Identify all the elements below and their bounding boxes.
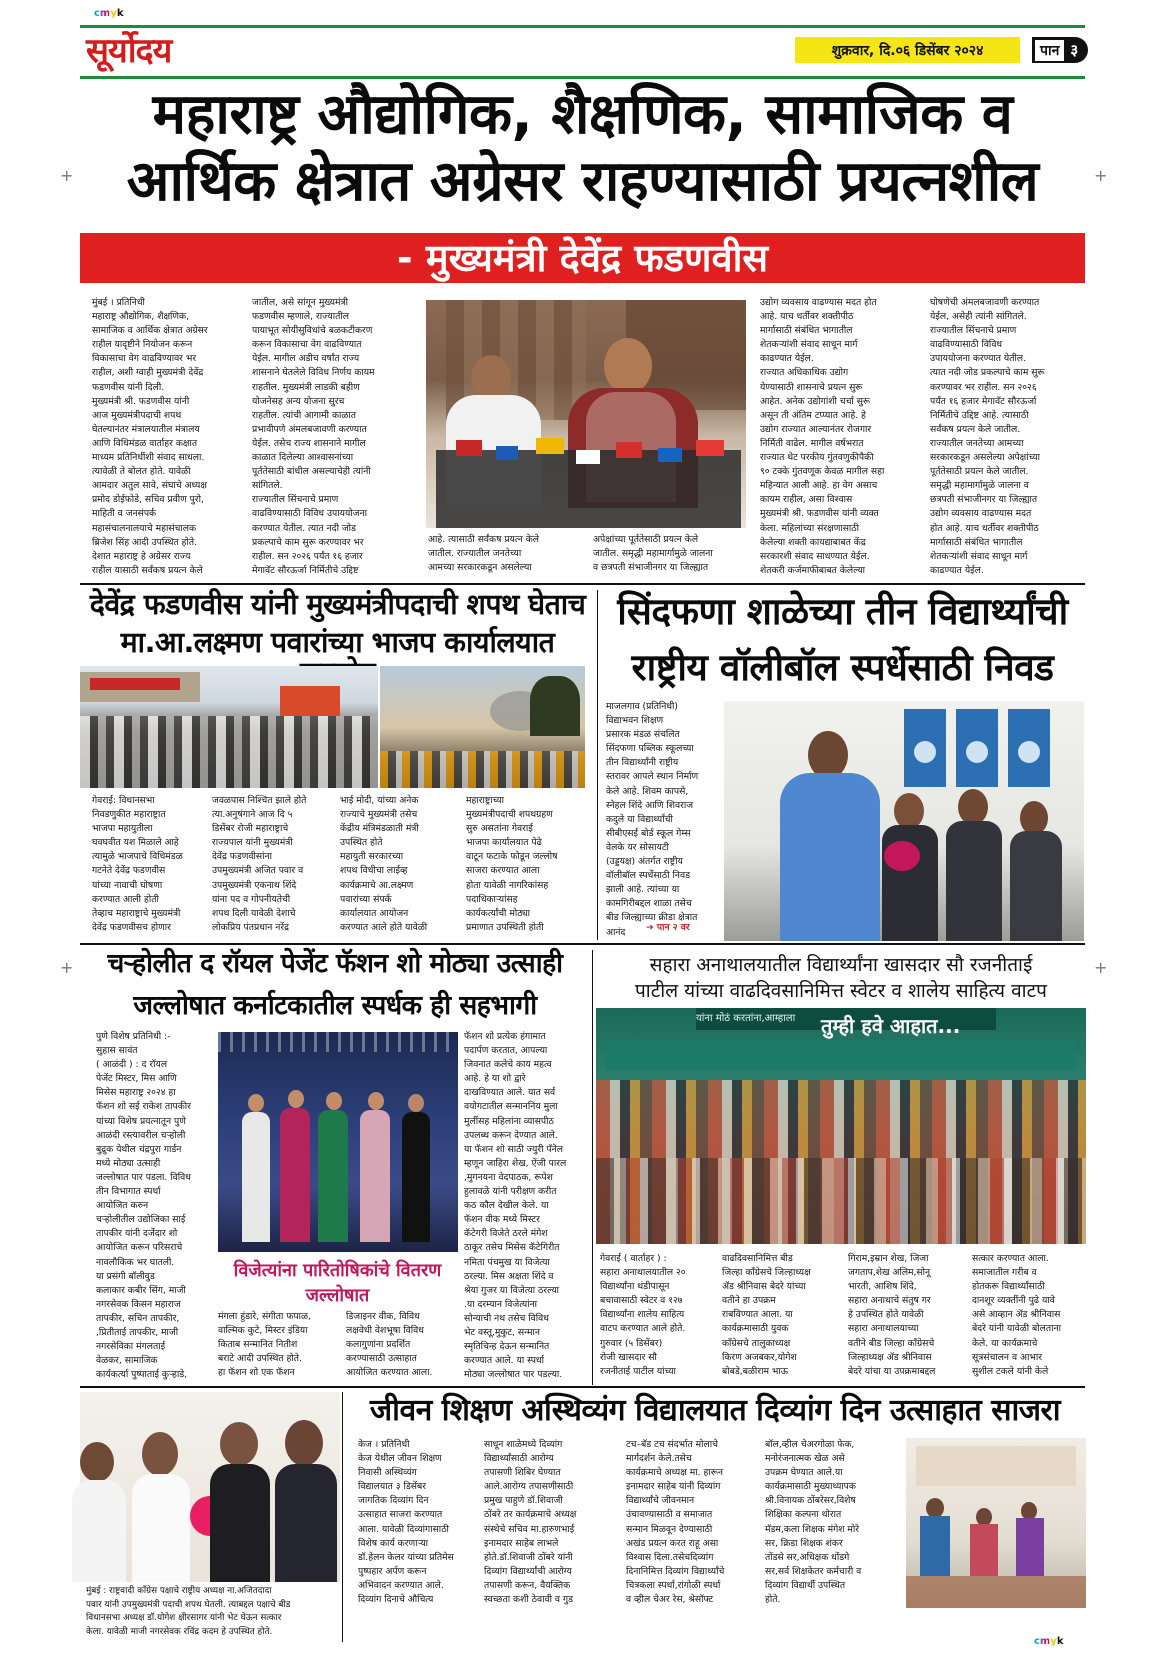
print-color-mark-bottom: cmyk: [1034, 1636, 1064, 1647]
story1-column-1: मुंबई । प्रतिनिधी महाराष्ट्र औद्योगिक, शैक्षणिक, सामाजिक व आर्थिक क्षेत्रात अग्रेसर राहील यादृष्टीने नियोजन करून विकासाचा वेग वाढविण्यावर भर राहील, अशी ग्वाही मुख्यमंत्री देवेंद्र फडणवीस यांनी दिली. मुख्यमंत्री श्री. फडणवीस यांनी आज मुख्यमंत्रीपदाची शपथ घेतल्यानंतर मंत्रालयातील मंत्रालय आणि विधिमंडळ वार्ताहर कक्षात माध्यम प्रतिनिधींशी संवाद साधला. त्यावेळी ते बोलत होते. यावेळी आमदार अतुल सावे, संघाचे अध्यक्ष प्रमोद डोईफोडे, सचिव प्रवीण पुरो, माहिती व जनसंपर्क महासंचालनालयाचे महासंचालक ब्रिजेश सिंह आदी उपस्थित होते. देशात महाराष्ट्र हे अग्रेसर राज्य राहील यासाठी सर्वंकष प्रयत्न केले: [92, 297, 208, 576]
story1-headline-line2: आर्थिक क्षेत्रात अग्रेसर राहण्यासाठी प्रयत्नशील: [126, 149, 1039, 214]
story4-column-1: पुणे विशेष प्रतिनिधी :- सुहास सावंत ( आळंदी ) : द रॉयल पेजेंट मिस्टर, मिस आणि मिसेस महाराष्ट्र २०२४ हा फॅशन शो सई राकेश तापकीर यांच्या विशेष प्रयत्नातून पुणे आळंदी रस्त्यावरील चऱ्होली बुद्रुक येथील चंद्रपुरा गार्डन मध्ये मोठ्या उत्साही जल्लोषात पार पडला. विविध तीन विभागात स्पर्धा आयोजित करुन चऱ्होलीतील उद्योजिका साई तापकीर यांनी दर्जेदार शो आयोजित करून परिसराचे नावलौकिक भर घातली. या प्रसंगी बॉलीवुड कलाकार कबीर सिंग, माजी नगरसेवक किसन महाराज तापकीर, सचिन तापकीर, ,प्रितीताई तापकीर, माजी नगरसेविका मंगलताई वेळकर, सामाजिक कार्यकर्त्या पुष्पाताई कुऱ्हाडे,: [96, 1031, 191, 1381]
story3-photo-students-felicitation: [724, 701, 1084, 941]
story3-headline-line2: राष्ट्रीय वॉलीबॉल स्पर्धेसाठी निवड: [631, 646, 1054, 689]
story1-column-2: जातील, असे सांगून मुख्यमंत्री फडणवीस म्हणाले, राज्यातील पायाभूत सोयीसुविधांचे बळकटीकरण करून विकासाचा वेग वाढविण्यात येईल. मागील अडीच वर्षांत राज्य शासनाने घेतलेले विविध निर्णय कायम राहतील. मुख्यमंत्री लाडकी बहीण योजनेसह अन्य योजना सुरच राहतील. त्यांची आगामी काळात प्रभावीपणे अंमलबजावणी करण्यात येईल. तसेच राज्य शासनाने मागील काळात दिलेल्या आश्वासनांच्या पूर्ततेसाठी बांधील असल्याचेही त्यांनी सांगितले. राज्यातील सिंचनाचे प्रमाण वाढविण्यासाठी विविध उपाययोजना करण्यात येतील. त्यात नदी जोड प्रकल्पाचे काम सुरू करण्यावर भर राहील. सन २०२६ पर्यंत १६ हजार मेगावॅट सौरऊर्जा निर्मितीचे उद्दिष्ट: [252, 297, 375, 576]
story4-column-2: फॅशन शो प्रत्येक हंगामात पदार्पण करतात, आपल्या जिवनात कलेचे काय महत्व आहे. हे या शो द्वारे दाखविण्यात आले. यात सर्व वयोगटातील सन्माननिय मुला मुलींसह महिलांना व्यासपीठ उपलब्ध करून देण्यात आले. या फॅशन शो साठी ज्युरी पॅनेल म्हणून जाहिरा शेख, ऐंजी पारल ,मुगनयना वेदपाठक, रूपेश हुलावळे यांनी परीक्षण करीत कठ कौल देखील केले. या फॅशन वीक मध्ये मिस्टर कॅटेगरी विजेते ठरले मंगेश ठाकूर तसेच मिसेस कॅटेगिरीत नमिता पंचमुख या विजेत्या ठरल्या. मिस अक्षता शिंदे व श्रेया गुजर या विजेत्या ठरल्या .या दरम्यान विजेत्यांना सोन्याची नथ तसेच विविध भेट वस्तू,मुकुट, सन्मान स्मृतिचिन्ह देऊन सन्मानित करण्यात आले. या स्पर्धा मोठ्या जल्लोषात पार पडल्या.: [464, 1031, 567, 1381]
story6-photo-classroom: [906, 1438, 1086, 1608]
story3-continued-text: पान २ वर: [656, 922, 690, 933]
divider-3: [80, 1386, 1085, 1388]
story5-banner-slogan: तुम्ही हवे आहात...: [821, 1014, 961, 1038]
story4-photo-fashion-show-winners: [218, 1032, 458, 1252]
divider-2: [80, 943, 1085, 945]
page-number-badge: [1032, 37, 1088, 63]
masthead-date: शुक्रवार, दि.०६ डिसेंबर २०२४: [795, 37, 1020, 63]
story4-headline-line2: जल्लोषात कर्नाटकातील स्पर्धक ही सहभागी: [133, 990, 537, 1021]
column-divider-story4: [592, 950, 593, 1385]
story6-column-1: केज । प्रतिनिधी केज येथील जीवन शिक्षण निवासी अस्थिव्यंग विद्यालयात ३ डिसेंबर जागतिक दिव्यांग दिन उत्साहात साजरा करण्यात आला. यावेळी दिव्यांगासाठी विशेष कार्य करणाऱ्या डॉ.हेलन केलर यांच्या प्रतिमेस पुष्पहार अर्पण करून अभिवादन करण्यात आले. दिव्यांग दिनाचे औचित्य: [358, 1439, 454, 1606]
story6-column-3: टच–बॅड टच संदर्भात मोलाचे मार्गदर्शन केले.तसेच कार्यक्रमाचे अध्यक्ष मा. हारून इनामदार साहेब यांनी दिव्यांग विद्यार्थ्यांचे जीवनमान उंचावण्यासाठी व समाजात सन्मान मिळवून देण्यासाठी अखंड प्रयत्न करत राहू असा विश्वास दिला.तसेचदिव्यांग दिनानिमित्त दिव्यांग विद्यार्थ्यांचे चित्रकला स्पर्धा,रांगोळी स्पर्धा व व्हील चेअर रेस, श्रेसॉफ्ट: [626, 1439, 725, 1606]
story3-body: माजलगाव (प्रतिनिधी) विद्याभवन शिक्षण प्रसारक मंडळ संचलित सिंदफणा पब्लिक स्कूलच्या तीन विद्यार्थ्यांनी राष्ट्रीय स्तरावर आपले स्थान निर्माण केले आहे. शिवम कापसे, स्नेहल शिंदे आणि शिवराज कदुले या विद्यार्थ्यांची सीबीएसई बोर्ड स्कूल गेम्स वेलके यर सोसायटी (उड्डयक्ष) अंतर्गत राष्ट्रीय वॉलीबॉल स्पर्धेसाठी निवड झाली आहे. त्यांच्या या कामगिरीबद्दल शाळा तसेच बीड जिल्ह्याच्या क्रीडा क्षेत्रात आनंद: [606, 701, 699, 938]
story1-photo-press-conference: [426, 300, 746, 528]
story4-sub-column-2: डिजाइनर वीक, विविध लक्षवेधी वेशभूषा विविध कलागुणांना प्रदर्शित करण्यासाठी उत्साहात आयोजित करण्यात आला.: [346, 1311, 433, 1379]
story4-sub-column-1: मंगला हुंडारे, संगीता फपाळ, वाल्मिक कुटे, मिस्टर इंडिया किताब सन्मानित नितीश बराटे आदी उपस्थित होते. हा फॅशन शो एक फॅशन: [218, 1311, 311, 1379]
story3-continued-link[interactable]: ➔ पान २ वर: [646, 922, 690, 933]
story2-column-2: जवळपास निश्चित झाले होते त्या.अनुषंगाने आज दि ५ डिसेंबर रोजी महाराष्ट्राचे राज्यपाल यांनी मुख्यमंत्री देवेंद्र फडणवीसांना उपमुख्यमंत्री अजित पवार व उपमुख्यमंत्री एकनाथ शिंदे यांना पद व गोपनीयतेची शपथ दिली यावेळी देशाचे लोकप्रिय पंतप्रधान नरेंद्र: [212, 795, 307, 933]
story4-subheading: विजेत्यांना पारितोषिकांचे वितरण जल्लोषात: [233, 1260, 442, 1306]
story1-byline-banner: - मुख्यमंत्री देवेंद्र फडणवीस: [80, 233, 1085, 283]
registration-mark-right-1: +: [1094, 166, 1108, 185]
print-color-mark-top: cmyk: [94, 8, 124, 19]
story5-photo-orphanage-distribution: [596, 1008, 1086, 1244]
column-divider-story6: [342, 1392, 343, 1642]
story1-column-6: घोषणेची अंमलबजावणी करण्यात येईल, असेही त्यांनी सांगितले. राज्यातील सिंचनाचे प्रमाण वाढविण्यासाठी विविध उपाययोजना करण्यात येतील. त्यात नदी जोड प्रकल्पाचे काम सुरू करण्यावर भर राहील. सन २०२६ पर्यंत १६ हजार मेगावॅट सौरऊर्जा निर्मितीचे उद्दिष्ट आहे. त्यासाठी सर्वंकष प्रयत्न केले जातील. राज्यातील जनतेच्या आमच्या सरकारकडून असलेल्या अपेक्षांच्या पूर्ततेसाठी प्रयत्न केले जातील. समृद्धी महामार्गामुळे जालना व छत्रपती संभाजीनगर या जिल्ह्यात उद्योग व्यवसाय वाढण्यास मदत होत आहे. याच धर्तीवर शक्तीपीठ मार्गासाठी संबंधित भागातील शेतकऱ्यांशी संवाद साधून मार्ग काढण्यात येईल.: [930, 297, 1045, 576]
story2-headline-line2: मा.आ.लक्ष्मण पवारांच्या भाजप कार्यालयात: [120, 626, 555, 659]
story1-column-4: अपेक्षांच्या पूर्ततेसाठी प्रयत्न केले जातील. समृद्धी महामार्गामुळे जालना व छत्रपती संभाजीनगर या जिल्ह्यात: [593, 534, 713, 574]
story2-photo-fireworks: [380, 666, 585, 788]
story6-photo-caption: मुंबई : राष्ट्रवादी काँग्रेस पक्षाचे राष्ट्रीय अध्यक्ष ना.अजितदादा पवार यांनी उपमुख्यमंत्री पदाची शपथ घेतली. त्याबद्दल पक्षाचे बीड विधानसभा अध्यक्ष डॉ.योगेश क्षीरसागर यांनी भेट घेऊन सत्कार केला. यावेळी माजी नगरसेवक रविंद्र कदम हे उपस्थित होते.: [86, 1586, 291, 1637]
story2-column-4: महाराष्ट्राच्या मुख्यमंत्रीपदाची शपथग्रहण सुरु असतांना गेवराई भाजपा कार्यालयात पेढे वाटून फटाके फोडून जल्लोष साजरा करण्यात आला होता यावेळी नागरिकांसह पदाधिकाऱ्यांसह कार्यकर्त्यांची मोठ्या प्रमाणात उपस्थिती होती: [466, 795, 558, 933]
page-label: पान: [1035, 40, 1064, 61]
story5-headline-line1: सहारा अनाथालयातील विद्यार्थ्यांना खासदार सौ रजनीताई: [649, 954, 1033, 976]
story2-headline-line1: देवेंद्र फडणवीस यांनी मुख्यमंत्रीपदाची शपथ घेताच: [89, 588, 586, 621]
story5-banner-caption: यांना मोठं करतांना,आम्हाला: [696, 1008, 996, 1030]
story2-photo-celebration-crowd: [80, 666, 378, 788]
page-number: ३: [1070, 41, 1079, 59]
story5-column-4: सत्कार करण्यात आला. समाजातील गरीब व होतकरू विद्यार्थ्यांसाठी दानशूर व्यक्तींनी पुढे यावे असे आव्हान ॲड श्रीनिवास बेदरे यांनी यावेळी बोलताना केले. या कार्यक्रमाचे सूत्रसंचालन व आभार सुशील टकले यांनी केले: [972, 1253, 1061, 1377]
story4-headline-line1: चऱ्होलीत द रॉयल पेजेंट फॅशन शो मोठ्या उत्साही: [107, 948, 563, 979]
story2-column-1: गेवराई: विधानसभा निवडणुकीत महाराष्ट्रात भाजपा महायुतीला घवघवीत यश मिळाले आहे त्यामुळे भाजपाचे विधिमंडळ गटनेते देवेंद्र फडणवीस यांच्या नावाची घोषणा करण्यात आली होती तेव्हाच महाराष्ट्राचे मुख्यमंत्री देवेंद्र फडणवीसच होणार: [92, 795, 183, 933]
story2-column-3: भाई मोदी, यांच्या अनेक राज्याचे मुख्यमंत्री तसेच केंद्रीय मंत्रिमंडळाती मंत्री उपस्थित होते महायुती सरकारच्या शपथ विधीचा लाईव्ह कार्यक्रमाचे आ.लक्ष्मण पवारांच्या संपर्क कार्यालयात आयोजन करण्यात आले होते यावेळी: [340, 795, 428, 933]
registration-mark-left-1: +: [60, 166, 74, 185]
story3-headline-line1: सिंदफणा शाळेच्या तीन विद्यार्थ्यांची: [617, 590, 1068, 633]
column-divider-story2: [597, 590, 598, 940]
story5-headline-line2: पाटील यांच्या वाढदिवसानिमित्त स्वेटर व शालेय साहित्य वाटप: [635, 980, 1047, 1002]
registration-mark-right-2: +: [1094, 958, 1108, 977]
story6-headline: जीवन शिक्षण अस्थिव्यंग विद्यालयात दिव्यांग दिन उत्साहात साजरा: [369, 1393, 1061, 1428]
story6-photo-felicitation: [80, 1392, 340, 1582]
story1-column-3: आहे. त्यासाठी सर्वंकष प्रयत्न केले जातील. राज्यातील जनतेच्या आमच्या सरकारकडून असलेल्या: [428, 534, 539, 574]
divider-1: [80, 583, 1085, 585]
story6-column-4: बॉल,व्हील चेअरगोळा फेक, मनोरंजनात्मक खेळ असे उपक्रम घेण्यात आले.या कार्यक्रमासाठी मुख्याध्यापक श्री.विनायक ठोंबरेसर,विशेष शिक्षिका कल्पना थोरात मॅडम,कला शिक्षक मंगेश मोरे सर, क्रिडा शिक्षक शंकर तोंडसे सर,अधिक्षक धोंडगे सर,सर्व शिक्षकेतर कर्मचारी व दिव्यांग विद्यार्थी उपस्थित होते.: [765, 1439, 862, 1606]
story1-headline-line1: महाराष्ट्र औद्योगिक, शैक्षणिक, सामाजिक व: [152, 82, 1013, 147]
story1-column-5: उद्योग व्यवसाय वाढण्यास मदत होत आहे. याच धर्तीवर शक्तीपीठ मार्गासाठी संबंधित भागातील शेतकऱ्यांशी संवाद साधून मार्ग काढण्यात येईल. राज्यात अधिकाधिक उद्योग येण्यासाठी शासनाचे प्रयत्न सुरू आहेत. अनेक उद्योगांशी चर्चा सुरू असून ती अंतिम टप्प्यात आहे. हे उद्योग राज्यात आल्यानंतर रोजगार निर्मिती वाढेल. मागील वर्षभरात राज्यात थेट परकीय गुंतवणुकीपैकी ९० टक्के गुंतवणूक केवळ मागील सहा महिन्यात आली आहे. हा वेग असाच कायम राहील, असा विश्वास मुख्यमंत्री श्री. फडणवीस यांनी व्यक्त केला. महिलांच्या संरक्षणासाठी केलेल्या शक्ती कायद्याबाबत केंद्र सरकारशी संवाद साधण्यात येईल. शेतकरी कर्जमाफीबाबत केलेल्या: [760, 297, 885, 576]
story5-column-2: वाढदिवसानिमित्त बीड जिल्हा काँग्रेसचे जिल्हाध्यक्ष ॲड श्रीनिवास बेदरे यांच्या वतीने हा उपक्रम राबविण्यात आला. या कार्यक्रमासाठी युवक काँग्रेसचे तालुकाध्यक्ष किरण अजबकर,योगेश बोबडे,बळीराम भाऊ: [722, 1253, 811, 1377]
registration-mark-left-2: +: [60, 958, 74, 977]
story5-column-3: गिराम,इम्रान शेख, जिजा जगताप,शेख अलिम,सोनू भारती, आशिष शिंदे, सहारा अनाथाचे संतुष गर हे उपस्थित होते यावेळी सहारा अनाथालयाच्या वतीने बीड जिल्हा काँग्रेसचे जिल्हाध्यक्ष ॲड श्रीनिवास बेदरे यांचा या उपक्रमाबद्दल: [848, 1253, 936, 1377]
story5-column-1: गेवराई ( वार्ताहर ) : सहारा अनाथालयातील २० विद्यार्थ्यांना थंडीपासून बचावासाठी स्वेटर व १२७ विद्यार्थ्यांना शालेय साहित्य वाटप करण्यात आले होते. गुरुवार (५ डिसेंबर) रोजी खासदार सौ रजनीताई पाटील यांच्या: [600, 1253, 686, 1377]
masthead: [80, 25, 1085, 79]
story6-column-2: साधून शाळेमध्ये दिव्यांग विद्यार्थ्यांसाठी आरोग्य तपासणी शिबिर घेण्यात आले.आरोग्य तपासणीसाठी प्रमुख पाहुणे डॉ.शिवाजी ठोंबरे तर कार्यक्रमाचे अध्यक्ष संस्थेचे सचिव मा.हारुणभाई इनामदार साहेब लाभले होते.डॉ.शिवाजी ठोंबरे यांनी दिव्यांग विद्यार्थ्यांची आरोग्य तपासणी करून, वैयक्तिक स्वच्छता कशी ठेवावी व गुड: [484, 1439, 577, 1606]
masthead-title: सूर्योदय: [86, 31, 172, 71]
